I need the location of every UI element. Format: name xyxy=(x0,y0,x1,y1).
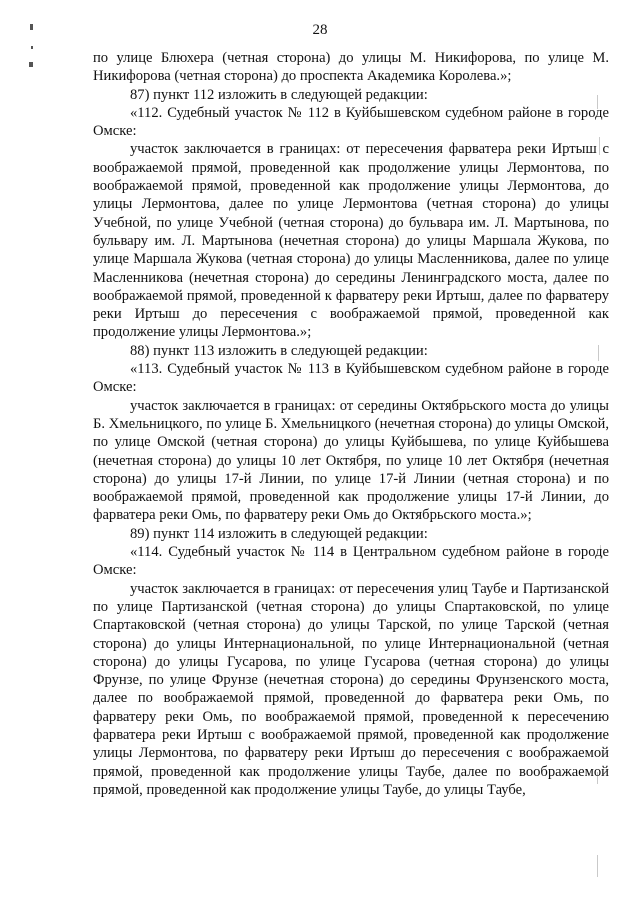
paragraph-2: 87) пункт 112 изложить в следующей редакции: xyxy=(130,86,428,103)
paragraph-6: «113. Судебный участок № 113 в Куйбышевском судебном районе в городе Омске: xyxy=(93,361,609,396)
document-body xyxy=(93,49,609,799)
paragraph-8: 89) пункт 114 изложить в следующей редакции: xyxy=(130,525,428,542)
paragraph-5: 88) пункт 113 изложить в следующей редакции: xyxy=(130,342,428,359)
paragraph-7: участок заключается в границах: от середины Октябрьского моста до улицы Б. Хмельницкого, по улице Б. Хмельницкого (нечетная сторона) до улицы Омской, по улице Омской (четная сторона) до улицы Куйбышева, по улице Куйбышева (нечетная сторона) до улицы 10 лет Октября, по улице 10 лет Октября (нечетная сторона) до улицы 17-й Линии, по улице 17-й Линии (четная сторона) и по воображаемой прямой, проведенной как продолжение улицы 17-й Линии, до фарватера реки Омь, по фарватеру реки Омь до Октябрьского моста.»; xyxy=(93,397,609,524)
scan-mark-2 xyxy=(31,46,33,49)
paragraph-3: «112. Судебный участок № 112 в Куйбышевском судебном районе в городе Омске: xyxy=(93,104,609,140)
page-number: 28 xyxy=(312,22,328,38)
scan-mark-3 xyxy=(29,62,33,67)
scan-edge-line-6 xyxy=(597,855,598,877)
paragraph-4: участок заключается в границах: от пересечения фарватера реки Иртыш с воображаемой прямой, проведенной как продолжение улицы Лермонтова, по воображаемой прямой, проведенной как продолжение улицы Лермонтова, до улицы Лермонтова, далее по улице Лермонтова (четная сторона) до улицы Учебной, по улице Учебной (четная сторона) до бульвара им. Л. Мартынова, по бульвару им. Л. Мартынова (нечетная сторона) до улицы Маршала Жукова, по улице Маршала Жукова (четная сторона) до улицы Масленникова, далее по улице Масленникова (нечетная сторона) до середины Ленинградского моста, далее по воображаемой прямой, проведенной к фарватеру реки Иртыш, далее по фарватеру реки Иртыш до пересечения с воображаемой прямой, проведенной как продолжение улицы Лермонтова.»; xyxy=(93,141,609,341)
paragraph-9: «114. Судебный участок № 114 в Центральном судебном районе в городе Омске: xyxy=(93,544,609,579)
paragraph-1: по улице Блюхера (четная сторона) до улицы М. Никифорова, по улице М. Никифорова (четная сторона) до проспекта Академика Королева.»; xyxy=(93,50,609,85)
paragraph-10: участок заключается в границах: от пересечения улиц Таубе и Партизанской по улице Партизанской (четная сторона) до улицы Спартаковской, по улице Спартаковской (четная сторона) до улицы Тарской, по улице Тарской (четная сторона) до улицы Интернациональной, по улице Интернациональной (четная сторона) до улицы Гусарова, по улице Гусарова (четная сторона) до улицы Фрунзе, по улице Фрунзе (нечетная сторона) до середины Фрунзенского моста, далее по воображаемой прямой, проведенной до фарватера реки Омь, по фарватеру реки Омь, по воображаемой прямой, проведенной к пересечению фарватера реки Иртыш с воображаемой прямой, проведенной как продолжение улицы Лермонтова, по фарватеру реки Иртыш до пересечения с воображаемой прямой, проведенной как продолжение улицы Таубе, далее по воображаемой прямой, проведенной как продолжение улицы Таубе, до улицы Таубе, xyxy=(93,580,609,798)
